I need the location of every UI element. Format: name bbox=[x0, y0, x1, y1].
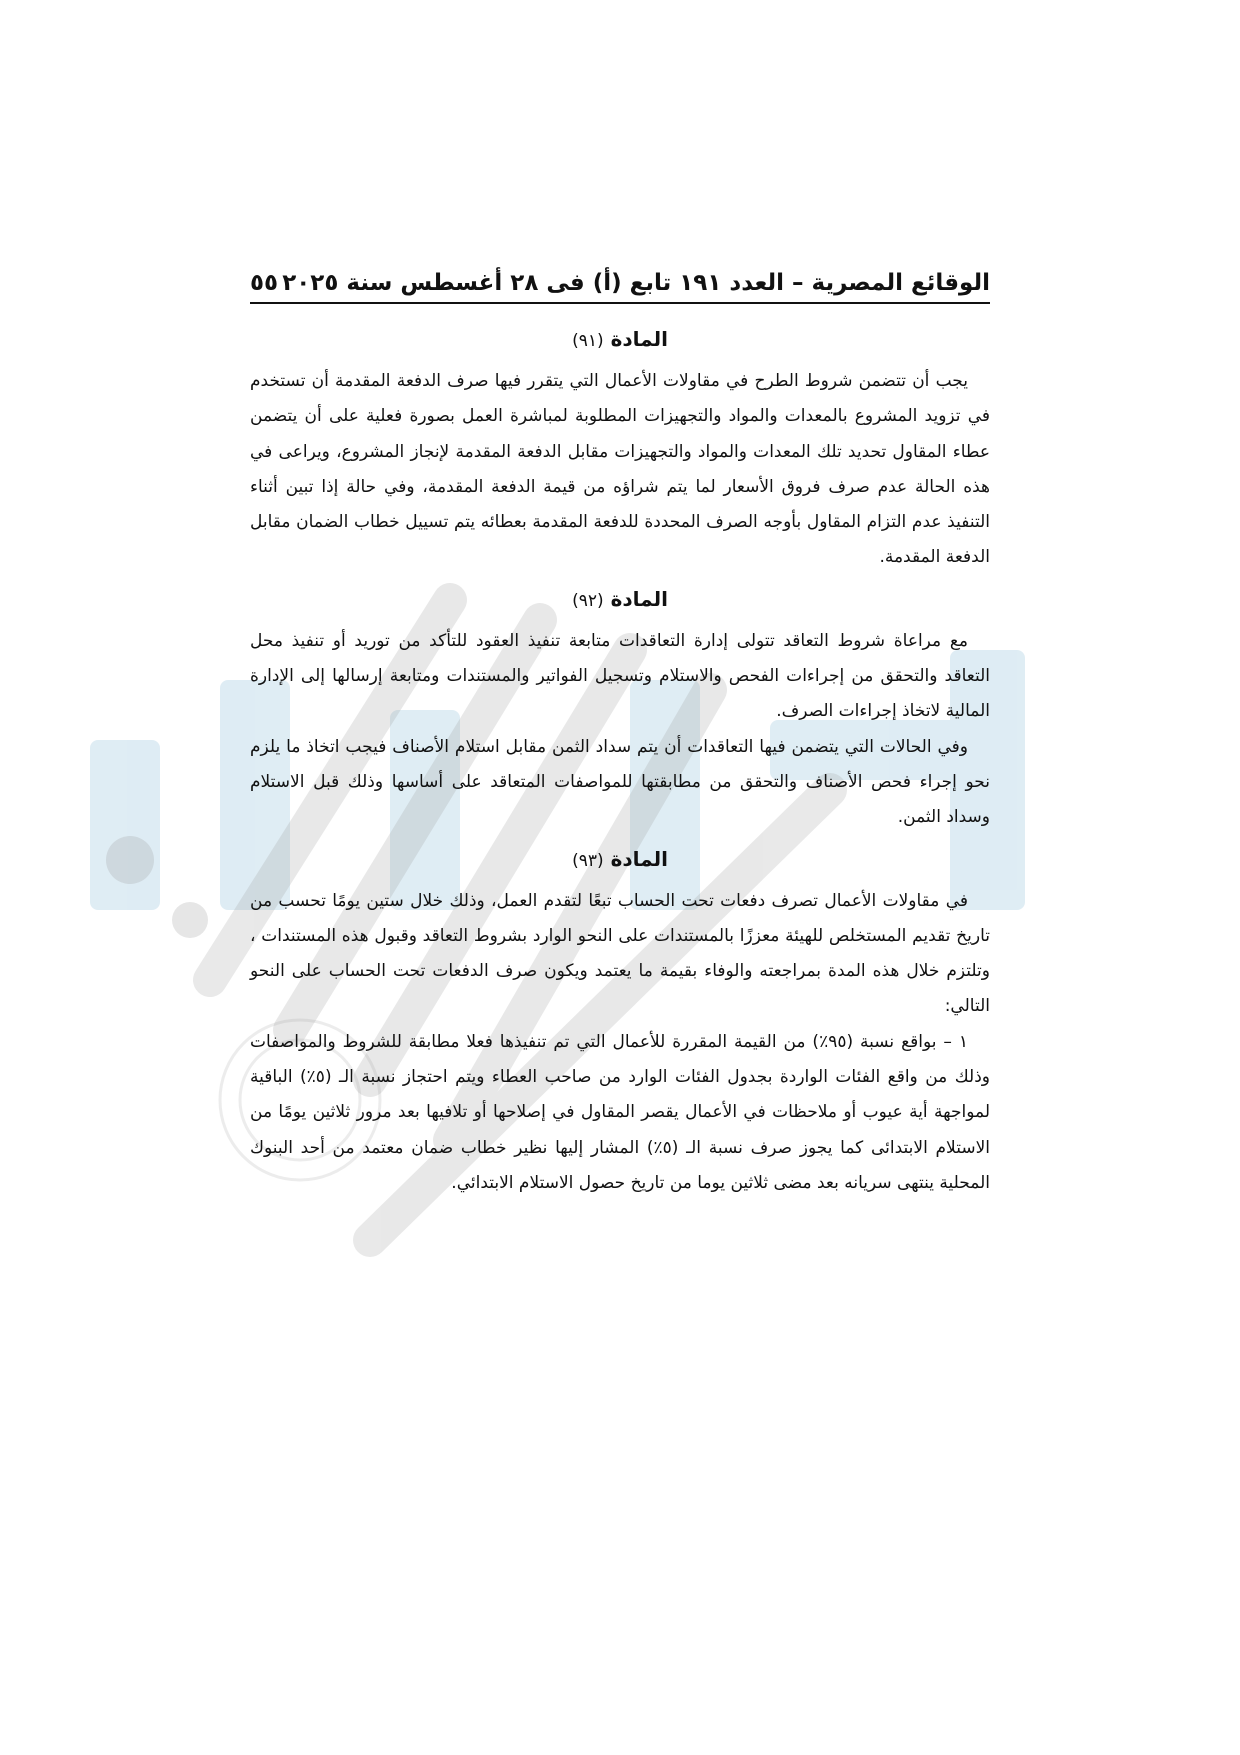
article-paragraph: يجب أن تتضمن شروط الطرح في مقاولات الأعمال التي يتقرر فيها صرف الدفعة المقدمة أن تستخدم في تزويد المشروع بالمعدات والمواد والتجهيزات المطلوبة لمباشرة العمل بصورة فعلية على أن يتضمن عطاء المقاول تحديد تلك المعدات والمواد والتجهيزات مقابل الدفعة المقدمة لإنجاز المشروع، ويراعى في هذه الحالة عدم صرف فروق الأسعار لما يتم شراؤه من قيمة الدفعة المقدمة، وفي حالة إذا تبين أثناء التنفيذ عدم التزام المقاول بأوجه الصرف المحددة للدفعة المقدمة بعطائه يتم تسييل خطاب الضمان مقابل الدفعة المقدمة. bbox=[250, 371, 990, 568]
article-paragraph: في مقاولات الأعمال تصرف دفعات تحت الحساب تبعًا لتقدم العمل، وذلك خلال ستين يومًا تحسب من تاريخ تقديم المستخلص للهيئة معززًا بالمستندات على النحو الوارد بشروط التعاقد وقبول هذه المستندات ، وتلتزم خلال هذه المدة بمراجعته والوفاء بقيمة ما يعتمد ويكون صرف الدفعات تحت الحساب على النحو التالي: bbox=[250, 890, 990, 1017]
article-label: المادة bbox=[610, 327, 668, 351]
article-heading bbox=[250, 324, 990, 356]
article-paragraph: وفي الحالات التي يتضمن فيها التعاقدات أن يتم سداد الثمن مقابل استلام الأصناف فيجب اتخاذ ما يلزم نحو إجراء فحص الأصناف والتحقق من مطابقتها للمواصفات المتعاقد على أساسها وذلك قبل الاستلام وسداد الثمن. bbox=[250, 736, 990, 828]
article-93 bbox=[250, 844, 990, 1202]
page-number: ٥٥ bbox=[250, 270, 279, 296]
article-label: المادة bbox=[610, 586, 668, 611]
article-label: المادة bbox=[610, 846, 668, 871]
article-paragraph: مع مراعاة شروط التعاقد تتولى إدارة التعاقدات متابعة تنفيذ العقود للتأكد من توريد أو تنفيذ محل التعاقد والتحقق من إجراءات الفحص والاستلام وتسجيل الفواتير والمستندات ومتابعة إرسالها إلى الإدارة المالية لاتخاذ إجراءات الصرف. bbox=[250, 630, 990, 722]
article-number: (٩٣) bbox=[572, 850, 604, 871]
gazette-title: الوقائع المصرية – العدد ١٩١ تابع (أ) فى ٢٨ أغسطس سنة ٢٠٢٥ bbox=[282, 270, 990, 296]
article-number: (٩١) bbox=[572, 331, 604, 351]
article-92 bbox=[250, 584, 990, 836]
article-heading bbox=[250, 584, 990, 616]
article-heading bbox=[250, 844, 990, 876]
document-body bbox=[250, 270, 990, 1201]
page-header bbox=[250, 270, 990, 304]
article-paragraph: ١ – بواقع نسبة (٩٥٪) من القيمة المقررة للأعمال التي تم تنفيذها فعلا مطابقة للشروط والمواصفات وذلك من واقع الفئات الواردة بجدول الفئات الوارد من صاحب العطاء ويتم احتجاز نسبة الـ (٥٪) الباقية لمواجهة أية عيوب أو ملاحظات في الأعمال يقصر المقاول في إصلاحها أو تلافيها بعد مرور ثلاثين يومًا من الاستلام الابتدائى كما يجوز صرف نسبة الـ (٥٪) المشار إليها نظير خطاب ضمان معتمد من أحد البنوك المحلية ينتهى سريانه بعد مضى ثلاثين يوما من تاريخ حصول الاستلام الابتدائي. bbox=[250, 1031, 990, 1193]
article-number: (٩٢) bbox=[572, 590, 604, 611]
article-91 bbox=[250, 324, 990, 576]
